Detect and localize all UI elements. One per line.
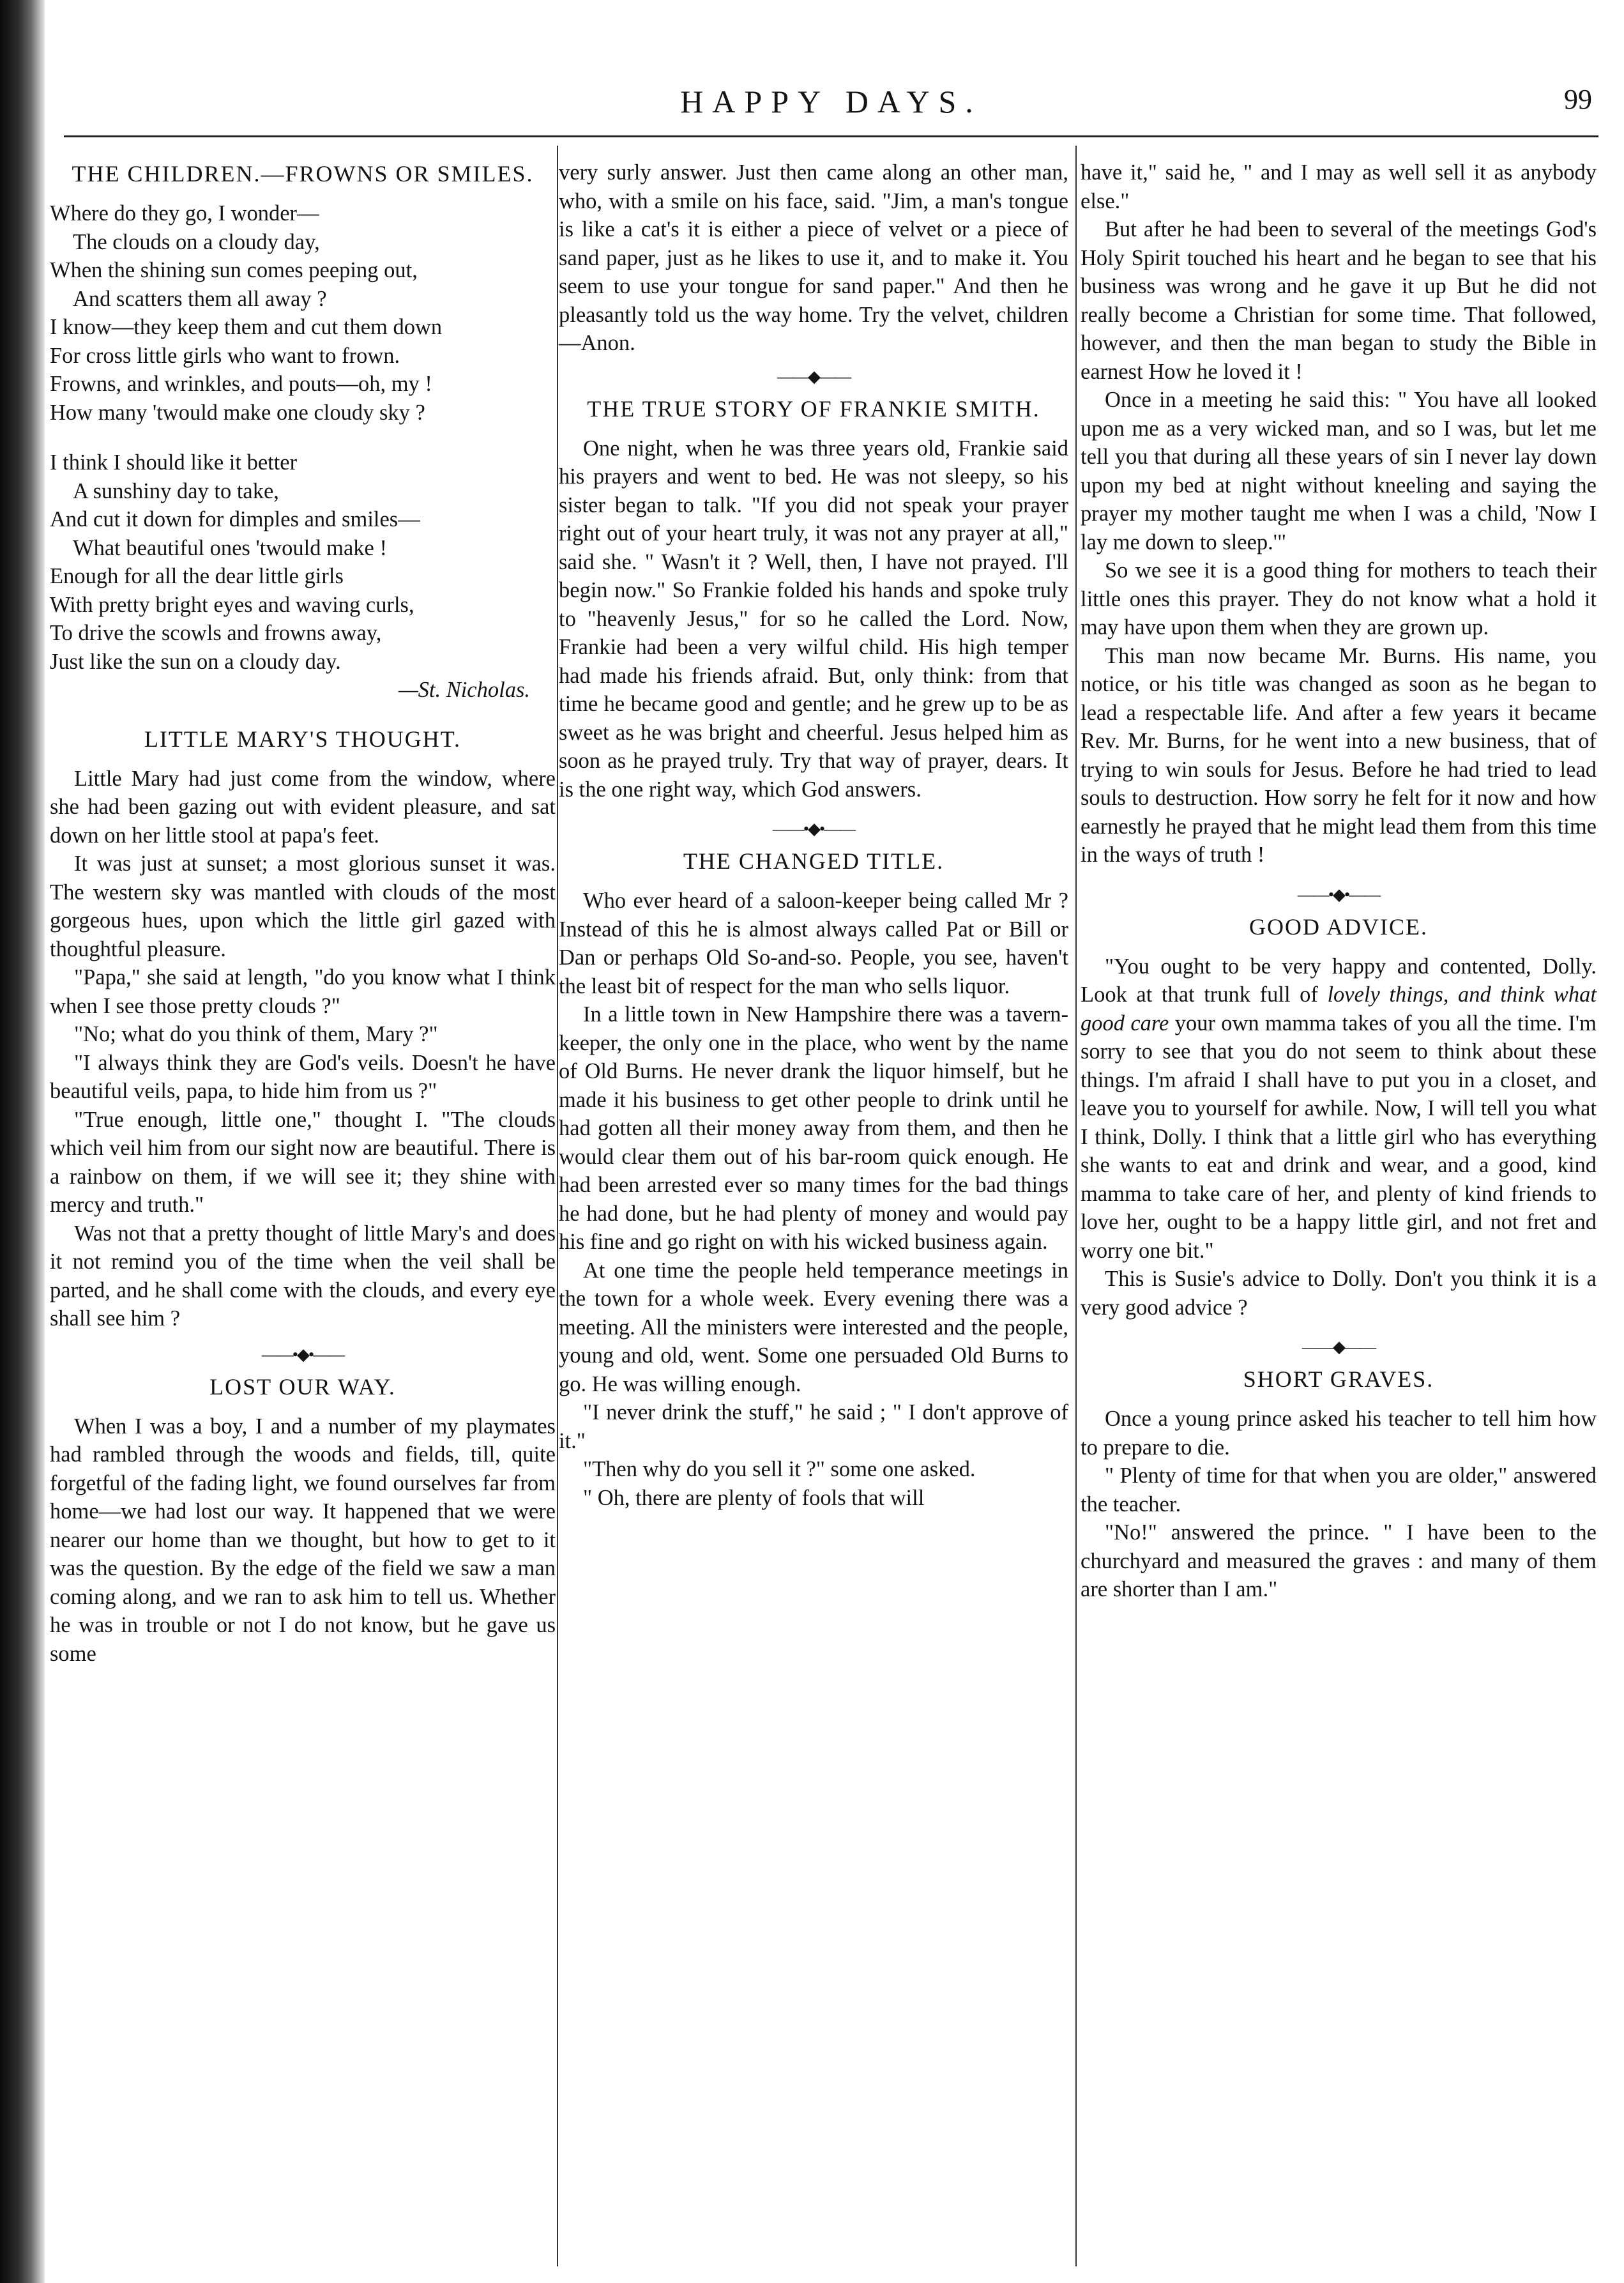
- paragraph: "Then why do you sell it ?" some one asked.: [583, 1457, 976, 1481]
- paragraph: "True enough, little one," thought I. "The clouds which veil him from our sight now are beautiful. There is a rainbow on them, if we will see it; they shine with mercy and truth.": [50, 1107, 556, 1217]
- paragraph: It was just at sunset; a most glorious sunset it was. The western sky was mantled with clouds of the most gorgeous hues, upon which the little girl gazed with thoughtful pleasure.: [50, 851, 556, 961]
- poem-stanza-1: [50, 199, 556, 427]
- italic-text-run: lovely things, and think what good care: [1081, 982, 1597, 1035]
- column-1: [50, 158, 556, 1668]
- paragraph: In a little town in New Hampshire there was a tavern-keeper, the only one in the place, who went by the name of Old Burns. He never drank the liquor himself, but he made it his business to get other people to drink until he had gotten all their money away from them, and then he would clear them out of his bar-room quick enough. He had been arrested ever so many times for the bad things he had done, but he had plenty of money and would pay his fine and go right on with his wicked business again.: [559, 1002, 1068, 1254]
- text-run: "You ought to be very happy and contented, Dolly. Look at that trunk full of: [1081, 954, 1597, 1007]
- paragraph: Was not that a pretty thought of little Mary's and does it not remind you of the time when the veil shall be parted, and he shall come with the clouds, and every eye shall see him ?: [50, 1221, 556, 1331]
- section-separator: ——•◆•——: [261, 1345, 344, 1364]
- poem-line: I know—they keep them and cut them down: [50, 315, 443, 339]
- paragraph: This man now became Mr. Burns. His name, you notice, or his title was changed as soon as he began to lead a respectable life. And after a few years it became Rev. Mr. Burns, for he went into a new business, that of trying to win souls for Jesus. Before he had tried to lead souls to destruction. How sorry he felt for it now and how earnestly he prayed that he might lead them from this time in the ways of truth !: [1081, 643, 1597, 867]
- poem-line: And cut it down for dimples and smiles—: [50, 507, 420, 531]
- article-title-advice: GOOD ADVICE.: [1249, 913, 1428, 940]
- paragraph: When I was a boy, I and a number of my playmates had rambled through the woods and fields, till, quite forgetful of the fading light, we found ourselves far from home—we had lost our way. It happened that we were nearer our home than we thought, but how to get to it was the question. By the edge of the field we saw a man coming along, and we ran to ask him to tell us. Whether he was in trouble or not I do not know, but he gave us some: [50, 1414, 556, 1666]
- poem-line: Just like the sun on a cloudy day.: [50, 649, 341, 674]
- section-separator: ——◆——: [777, 367, 850, 386]
- poem-line: And scatters them all away ?: [73, 286, 327, 311]
- column-rule-2: [1075, 146, 1077, 2266]
- article-title-lost: LOST OUR WAY.: [209, 1373, 396, 1400]
- book-spine-shadow: [0, 0, 45, 2283]
- page-number: 99: [1564, 84, 1592, 115]
- poem-line: To drive the scowls and frowns away,: [50, 621, 382, 645]
- paragraph: Little Mary had just come from the window, where she had been gazing out with evident pleasure, and sat down on her little stool at papa's feet.: [50, 766, 556, 848]
- article-title-changed: THE CHANGED TITLE.: [683, 848, 945, 874]
- paragraph: So we see it is a good thing for mothers to teach their little ones this prayer. They do not know what a hold it may have upon them when they are grown up.: [1081, 558, 1597, 639]
- poem-line: What beautiful ones 'twould make !: [73, 535, 387, 560]
- paragraph: very surly answer. Just then came along an other man, who, with a smile on his face, said. "Jim, a man's tongue is like a cat's it is either a piece of velvet or a piece of sand paper, just as he likes to use it, and to make it. You seem to use your tongue for sand paper." And then he pleasantly told us the way home. Try the velvet, children —Anon.: [559, 160, 1068, 355]
- paragraph: At one time the people held temperance meetings in the town for a whole week. Every evening there was a meeting. All the ministers were interested and the people, young and old, went. Some one persuaded Old Burns to go. He was willing enough.: [559, 1258, 1068, 1396]
- paragraph: But after he had been to several of the meetings God's Holy Spirit touched his heart and he began to see that his business was wrong and he gave it up But he did not really become a Christian for some time. That followed, however, and then the man began to study the Bible in earnest How he loved it !: [1081, 217, 1597, 384]
- paragraph: Once in a meeting he said this: " You have all looked upon me as a very wicked man, and so I was, but let me tell you that during all these years of sin I never lay down upon my bed at night without kneeling and saying the prayer my mother taught me when I was a child, 'Now I lay me down to sleep.'": [1081, 388, 1597, 554]
- header-rule: [64, 135, 1598, 137]
- paragraph: One night, when he was three years old, Frankie said his prayers and went to bed. He was not sleepy, so his sister began to talk. "If you did not speak your prayer right out of your heart truly, it was not any prayer at all," said she. " Wasn't it ? Well, then, I have not prayed. I'll begin now." So Frankie folded his hands and spoke truly to "heavenly Jesus," for so he called the Lord. Now, Frankie had been a very wilful child. His high temper had made his friends afraid. But, only think: from that time he became good and gentle; and he grew up to be as sweet as he was bright and cheerful. Jesus helped him as soon as he prayed truly. Try that way of prayer, dears. It is the one right way, which God answers.: [559, 436, 1068, 802]
- poem-line: With pretty bright eyes and waving curls,: [50, 592, 414, 617]
- paragraph: "Papa," she said at length, "do you know what I think when I see those pretty clouds ?": [50, 965, 556, 1018]
- poem-line: The clouds on a cloudy day,: [73, 229, 320, 254]
- poem-line: For cross little girls who want to frown.: [50, 343, 400, 368]
- poem-line: How many 'twould make one cloudy sky ?: [50, 400, 425, 425]
- article-title-graves: SHORT GRAVES.: [1243, 1366, 1434, 1392]
- paragraph: [1081, 952, 1597, 1265]
- paragraph: "No; what do you think of them, Mary ?": [74, 1022, 438, 1046]
- poem-line: A sunshiny day to take,: [73, 478, 279, 503]
- running-title: HAPPY DAYS.: [680, 84, 982, 119]
- poem-attribution: —St. Nicholas.: [398, 678, 530, 702]
- column-rule-1: [557, 146, 558, 2266]
- paragraph: "No!" answered the prince. " I have been to the churchyard and measured the graves : and many of them are shorter than I am.": [1081, 1520, 1597, 1601]
- paragraph: " Plenty of time for that when you are older," answered the teacher.: [1081, 1463, 1597, 1516]
- paragraph: " Oh, there are plenty of fools that will: [583, 1485, 925, 1510]
- text-run: your own mamma takes of you all the time. I'm sorry to see that you do not seem to think about these things. I'm afraid I shall have to put you in a closet, and leave you to yourself for awhile. Now, I will tell you what I think, Dolly. I think that a little girl who has everything she wants to eat and drink and wear, and a good, kind mamma to take care of her, and plenty of kind friends to love her, ought to be a happy little girl, and not fret and worry one bit.": [1081, 1011, 1597, 1263]
- paragraph: "I always think they are God's veils. Doesn't he have beautiful veils, papa, to hide him from us ?": [50, 1050, 556, 1103]
- poem-line: Frowns, and wrinkles, and pouts—oh, my !: [50, 372, 432, 396]
- poem-line: Where do they go, I wonder—: [50, 201, 319, 225]
- poem-line: When the shining sun comes peeping out,: [50, 258, 418, 282]
- paragraph: This is Susie's advice to Dolly. Don't you think it is a very good advice ?: [1081, 1267, 1597, 1320]
- paragraph: "I never drink the stuff," he said ; " I don't approve of it.": [559, 1400, 1068, 1453]
- section-separator: ——•◆•——: [1297, 885, 1380, 904]
- poem-line: Enough for all the dear little girls: [50, 564, 344, 588]
- column-3: [1081, 158, 1597, 1604]
- page-header: [64, 83, 1598, 141]
- paragraph: Who ever heard of a saloon-keeper being called Mr ? Instead of this he is almost always called Pat or Bill or Dan or perhaps Old So-and-so. People, you see, haven't the least bit of respect for the man who sells liquor.: [559, 889, 1068, 998]
- paragraph: Once a young prince asked his teacher to tell him how to prepare to die.: [1081, 1407, 1597, 1460]
- paragraph: have it," said he, " and I may as well sell it as anybody else.": [1081, 160, 1597, 213]
- section-separator: ——◆——: [1302, 1338, 1375, 1356]
- poem-stanza-2: [50, 448, 556, 676]
- article-title-mary: LITTLE MARY'S THOUGHT.: [144, 726, 462, 752]
- article-title-children: THE CHILDREN.—FROWNS OR SMILES.: [72, 161, 534, 187]
- section-separator: ——•◆•——: [772, 820, 855, 838]
- poem-line: I think I should like it better: [50, 450, 298, 475]
- article-title-frankie: THE TRUE STORY OF FRANKIE SMITH.: [587, 395, 1040, 422]
- column-2: [559, 158, 1068, 1512]
